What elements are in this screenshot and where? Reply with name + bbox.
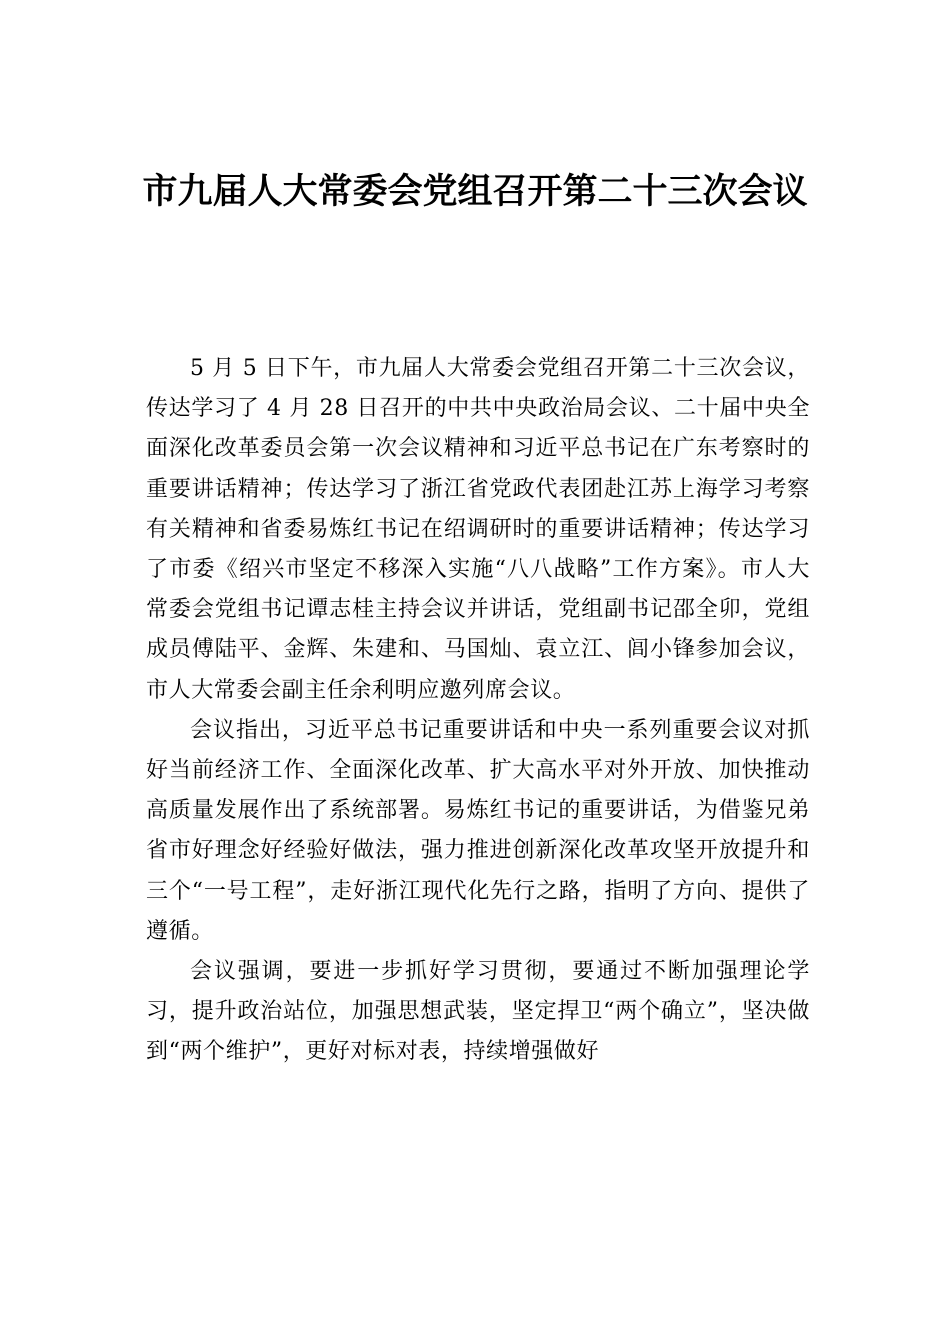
body-paragraph: 会议指出，习近平总书记重要讲话和中央一系列重要会议对抓好当前经济工作、全面深化改革、扩大高水平对外开放、加快推动高质量发展作出了系统部署。易炼红书记的重要讲话，为借鉴兄弟省市好理念好经验好做法，强力推进创新深化改革攻坚开放提升和三个“一号工程”，走好浙江现代化先行之路，指明了方向、提供了遵循。 <box>146 717 810 944</box>
body-paragraph: 会议强调，要进一步抓好学习贯彻，要通过不断加强理论学习，提升政治站位，加强思想武装，坚定捍卫“两个确立”，坚决做到“两个维护”，更好对标对表，持续增强做好 <box>146 959 810 1065</box>
document-title: 市九届人大常委会党组召开第二十三次会议 <box>142 171 808 212</box>
body-paragraph: 5 月 5 日下午，市九届人大常委会党组召开第二十三次会议，传达学习了 4 月 28 日召开的中共中央政治局会议、二十届中央全面深化改革委员会第一次会议精神和习近平总书记在广东考察时的重要讲话精神；传达学习了浙江省党政代表团赴江苏上海学习考察有关精神和省委易炼红书记在绍调研时的重要讲话精神；传达学习了市委《绍兴市坚定不移深入实施“八八战略”工作方案》。市人大常委会党组书记谭志桂主持会议并讲话，党组副书记邵全卯，党组成员傅陆平、金辉、朱建和、马国灿、袁立江、闾小锋参加会议， 市人大常委会副主任余利明应邀列席会议。 <box>146 356 810 703</box>
document-body <box>146 349 810 1073</box>
